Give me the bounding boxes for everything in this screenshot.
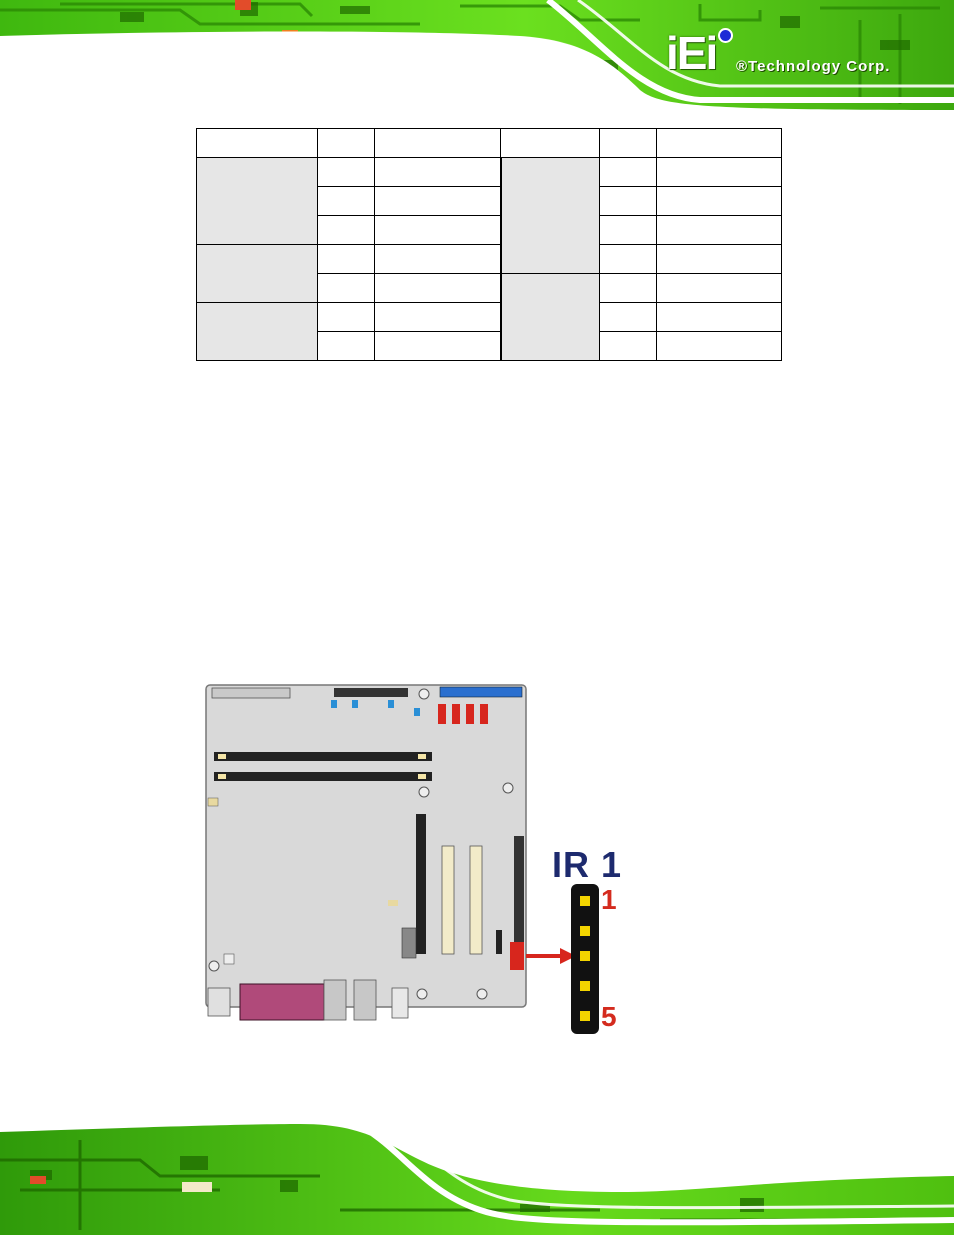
edge-connector bbox=[514, 836, 524, 946]
mount-hole-icon bbox=[419, 787, 429, 797]
usb-port bbox=[208, 988, 230, 1016]
top-slot-connector bbox=[334, 688, 408, 697]
mount-hole-icon bbox=[419, 689, 429, 699]
jumper-icon bbox=[352, 700, 358, 708]
table-cell bbox=[600, 274, 657, 303]
power-connector bbox=[212, 688, 290, 698]
table-cell bbox=[375, 245, 501, 274]
group-label-cell bbox=[501, 274, 600, 361]
table-header-cell bbox=[197, 129, 318, 158]
table-cell bbox=[318, 332, 375, 361]
pcie-slot bbox=[416, 814, 426, 954]
table-header-row bbox=[197, 129, 782, 158]
audio-jack bbox=[392, 988, 408, 1018]
company-name: ®Technology Corp. bbox=[736, 58, 891, 75]
power-connector-4pin bbox=[402, 928, 416, 958]
connector-title: IR 1 bbox=[552, 844, 623, 885]
ide-connector bbox=[440, 687, 522, 697]
mount-hole-icon bbox=[209, 961, 219, 971]
sata-connector bbox=[438, 704, 446, 724]
table-cell bbox=[657, 245, 782, 274]
table-header-cell bbox=[375, 129, 501, 158]
table-cell bbox=[657, 158, 782, 187]
small-header bbox=[388, 900, 398, 906]
table-cell bbox=[318, 187, 375, 216]
table-cell bbox=[375, 158, 501, 187]
table-header-cell bbox=[600, 129, 657, 158]
table-cell bbox=[375, 332, 501, 361]
table-header-cell bbox=[318, 129, 375, 158]
table-cell bbox=[318, 158, 375, 187]
mount-hole-icon bbox=[477, 989, 487, 999]
table-cell bbox=[375, 303, 501, 332]
group-label-cell bbox=[501, 158, 600, 274]
header-banner bbox=[0, 0, 954, 112]
table-cell bbox=[657, 332, 782, 361]
header-connector bbox=[496, 930, 502, 954]
table-row bbox=[197, 245, 782, 274]
sata-connector bbox=[480, 704, 488, 724]
dimm-slot bbox=[214, 752, 432, 761]
pin-1-icon bbox=[580, 896, 590, 906]
table-row bbox=[197, 303, 782, 332]
pci-slot bbox=[442, 846, 454, 954]
jumper-icon bbox=[331, 700, 337, 708]
dimm-latch bbox=[418, 754, 426, 759]
footer-banner bbox=[0, 1120, 954, 1235]
pin-2-icon bbox=[580, 926, 590, 936]
pin-4-icon bbox=[580, 981, 590, 991]
sata-connector bbox=[466, 704, 474, 724]
table-cell bbox=[600, 187, 657, 216]
group-label-cell bbox=[197, 245, 318, 303]
table-cell bbox=[600, 245, 657, 274]
mount-hole-icon bbox=[417, 989, 427, 999]
small-header bbox=[224, 954, 234, 964]
circuit-board-footer-image bbox=[0, 1120, 954, 1235]
logo-dot-icon bbox=[718, 28, 733, 43]
last-pin-label: 5 bbox=[601, 1001, 617, 1032]
dimm-latch bbox=[218, 754, 226, 759]
pinout-table bbox=[196, 128, 782, 361]
group-label-cell bbox=[197, 303, 318, 361]
table-cell bbox=[600, 332, 657, 361]
table-cell bbox=[375, 274, 501, 303]
table-cell bbox=[318, 274, 375, 303]
table-cell bbox=[600, 303, 657, 332]
lan-port bbox=[324, 980, 346, 1020]
iei-logo-mark: iEi bbox=[666, 27, 717, 79]
pin-5-icon bbox=[580, 1011, 590, 1021]
table-cell bbox=[318, 216, 375, 245]
jumper-icon bbox=[388, 700, 394, 708]
table-cell bbox=[375, 216, 501, 245]
table-cell bbox=[375, 187, 501, 216]
mount-hole-icon bbox=[503, 783, 513, 793]
pci-slot bbox=[470, 846, 482, 954]
ir1-connector-location bbox=[510, 942, 524, 970]
dimm-latch bbox=[418, 774, 426, 779]
table-cell bbox=[318, 303, 375, 332]
table-cell bbox=[318, 245, 375, 274]
lan-port bbox=[354, 980, 376, 1020]
table-cell bbox=[600, 158, 657, 187]
table-header-cell bbox=[657, 129, 782, 158]
sata-connector bbox=[452, 704, 460, 724]
dimm-slot bbox=[214, 772, 432, 781]
table-cell bbox=[657, 274, 782, 303]
group-label-cell bbox=[197, 158, 318, 245]
parallel-port bbox=[240, 984, 324, 1020]
dimm-latch bbox=[218, 774, 226, 779]
table-cell bbox=[600, 216, 657, 245]
table-cell bbox=[657, 187, 782, 216]
jumper-icon bbox=[414, 708, 420, 716]
table-cell bbox=[657, 216, 782, 245]
company-logo bbox=[666, 26, 936, 86]
fan-header bbox=[208, 798, 218, 806]
table-row bbox=[197, 158, 782, 187]
first-pin-label: 1 bbox=[601, 884, 617, 915]
pin-3-icon bbox=[580, 951, 590, 961]
table-header-cell bbox=[501, 129, 600, 158]
table-cell bbox=[657, 303, 782, 332]
